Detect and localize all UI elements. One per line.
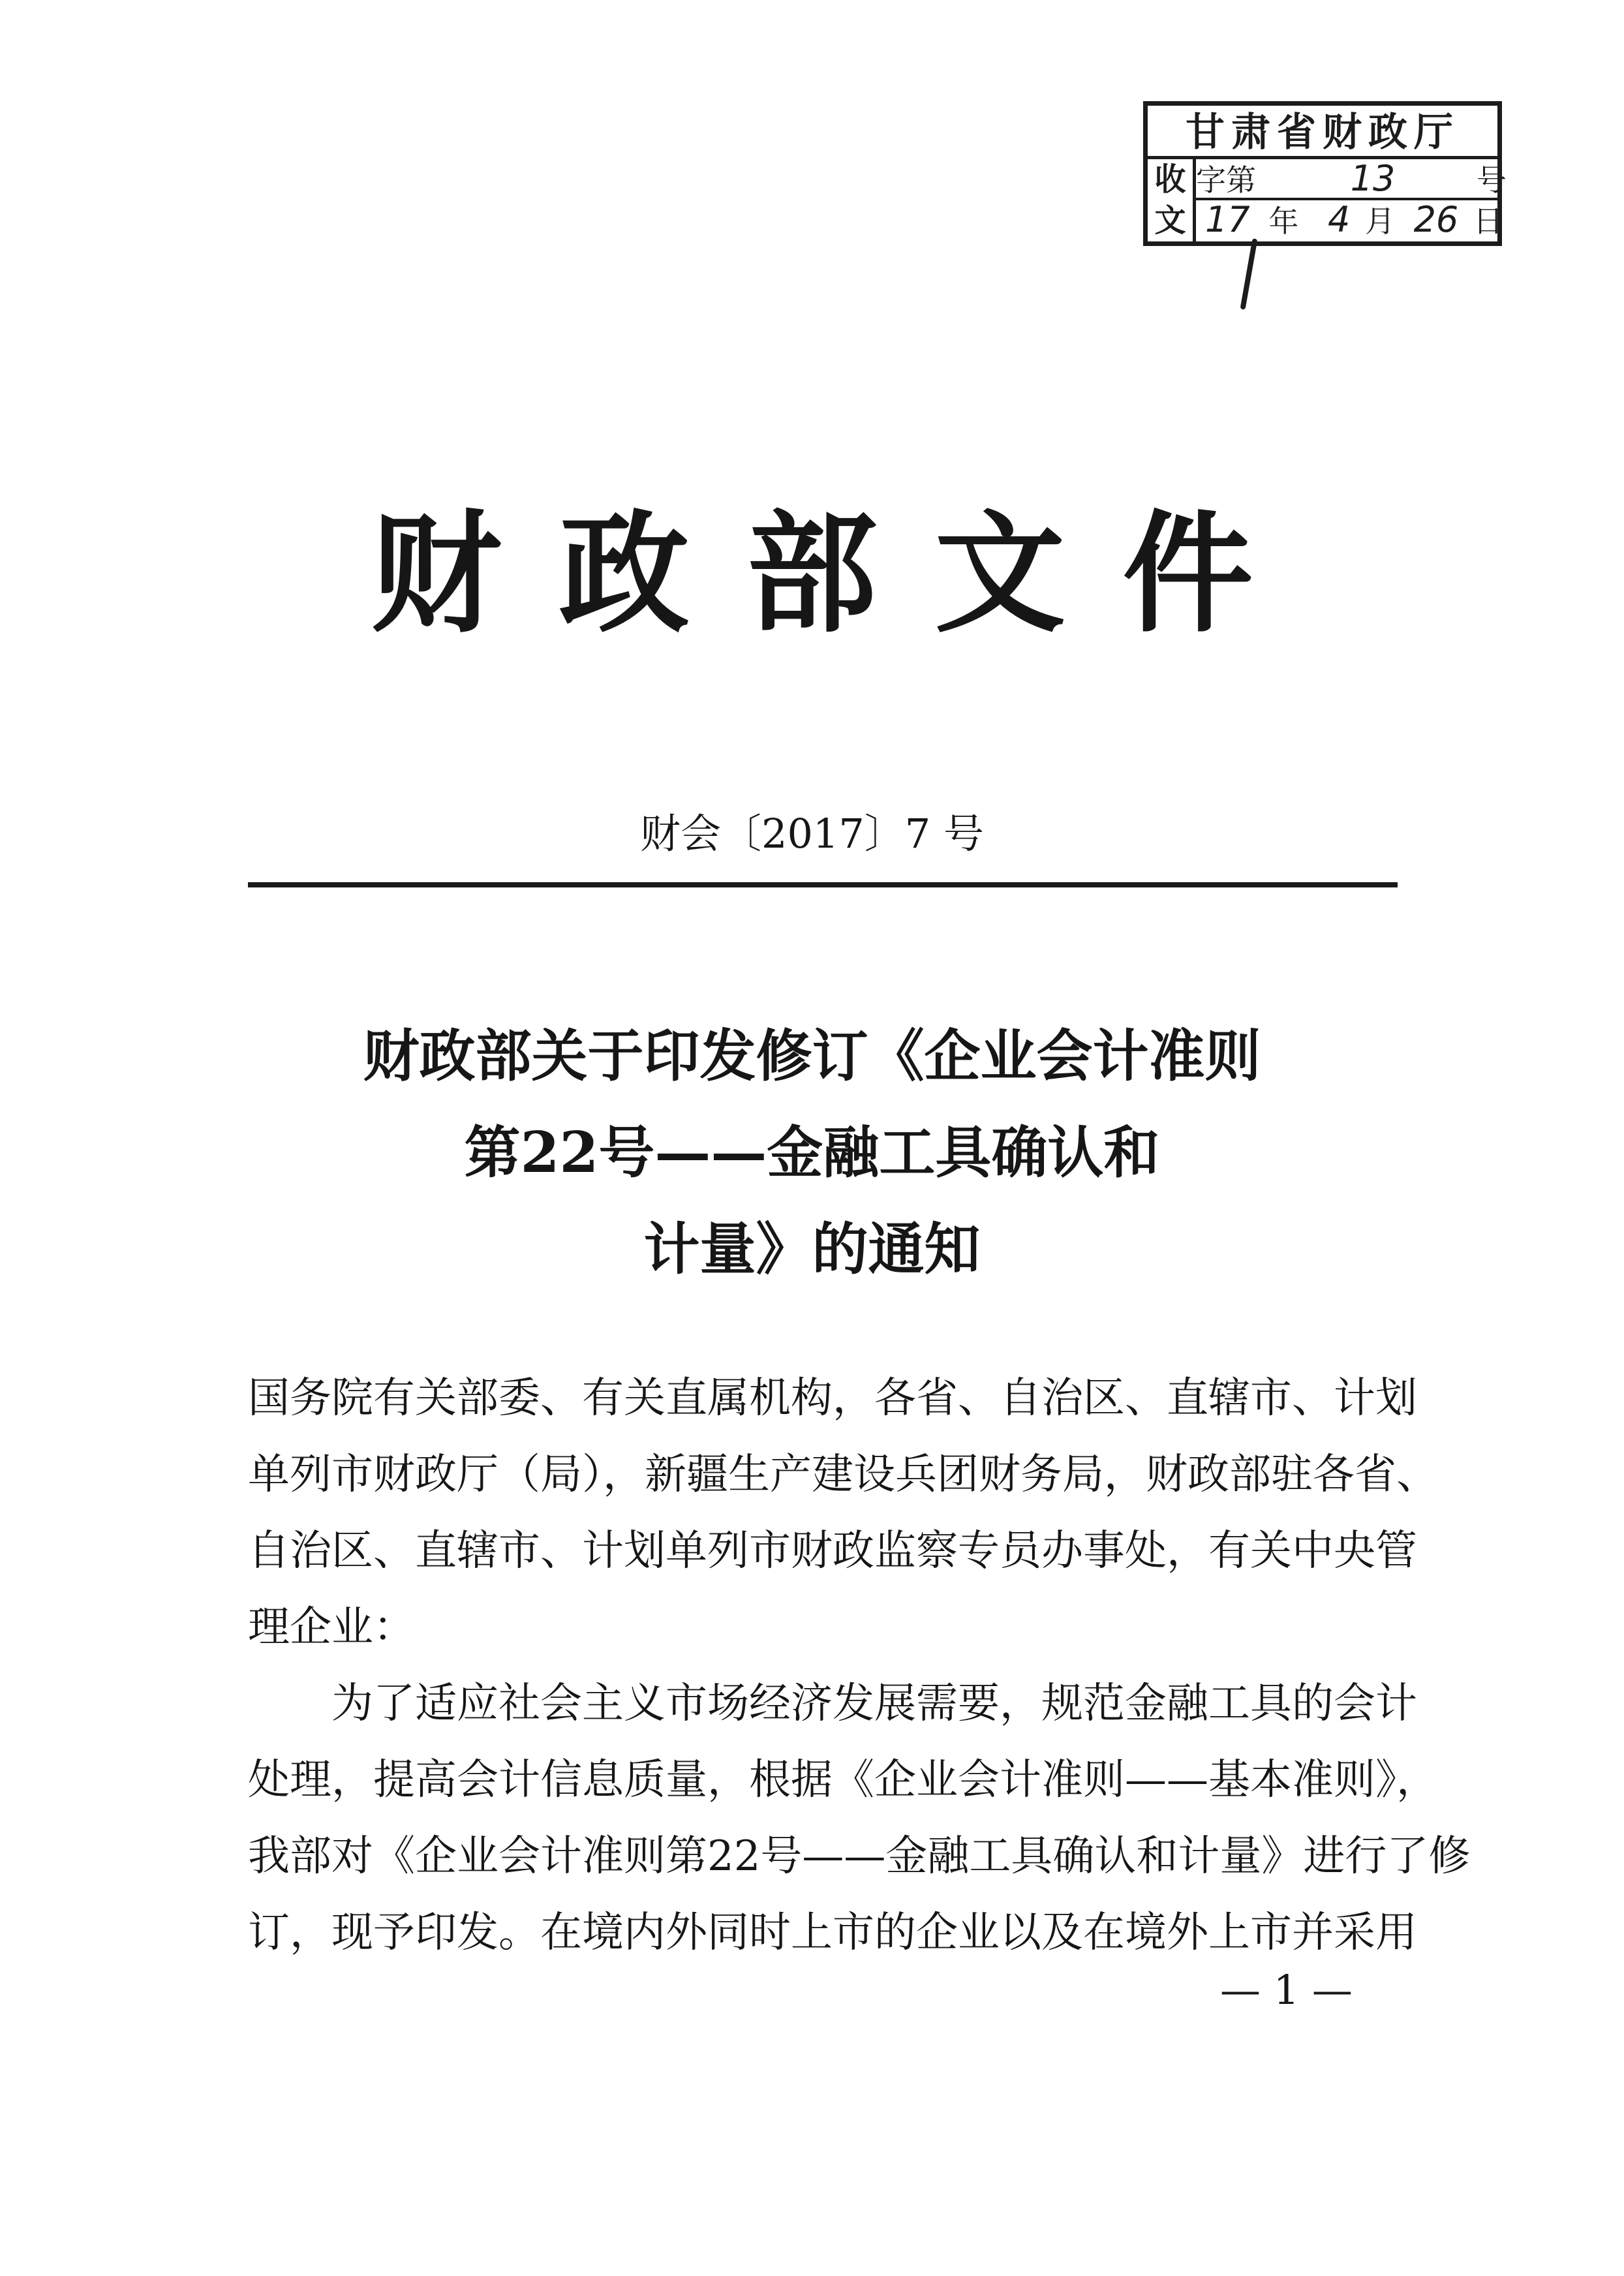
stamp-date-year: 17 xyxy=(1205,199,1250,240)
document-number: 财会〔2017〕7 号 xyxy=(640,810,984,857)
stamp-date-month-label: 月 xyxy=(1364,204,1395,239)
title-line-2: 第22号——金融工具确认和 xyxy=(464,1120,1160,1186)
stamp-title: 甘肃省财政厅 xyxy=(1148,106,1497,159)
stamp-side-top: 收 xyxy=(1154,161,1186,198)
stamp-date-month: 4 xyxy=(1327,199,1351,240)
header-divider xyxy=(248,882,1398,887)
body-line: 订，现予印发。在境内外同时上市的企业以及在境外上市并采用 xyxy=(248,1909,1417,1957)
stamp-date-row xyxy=(1196,199,1503,241)
stamp-number-prefix: 字第 xyxy=(1196,162,1256,198)
document-title xyxy=(0,1008,1624,1298)
document-body xyxy=(248,1361,1471,1971)
stamp-side-label xyxy=(1148,159,1196,241)
handwritten-tick-mark xyxy=(1240,238,1258,310)
issuer-heading: 财政部文件 xyxy=(371,497,1311,651)
body-line: 为了适应社会主义市场经济发展需要，规范金融工具的会计 xyxy=(331,1680,1417,1728)
stamp-date-day-label: 日 xyxy=(1473,204,1503,239)
title-line-1: 财政部关于印发修订《企业会计准则 xyxy=(363,1023,1261,1089)
stamp-number-row xyxy=(1196,158,1507,200)
body-line: 理企业： xyxy=(248,1603,415,1652)
stamp-number-value: 13 xyxy=(1350,158,1396,199)
page-number: — 1 — xyxy=(1220,1966,1353,2014)
stamp-number-suffix: 号 xyxy=(1476,162,1507,198)
body-line: 我部对《企业会计准则第22号——金融工具确认和计量》进行了修 xyxy=(248,1832,1471,1881)
receipt-stamp xyxy=(1143,101,1507,246)
stamp-date-year-label: 年 xyxy=(1268,204,1299,239)
body-line: 单列市财政厅（局），新疆生产建设兵团财务局，财政部驻各省、 xyxy=(248,1451,1438,1499)
body-line: 自治区、直辖市、计划单列市财政监察专员办事处，有关中央管 xyxy=(248,1527,1417,1575)
title-line-3: 计量》的通知 xyxy=(643,1216,981,1282)
stamp-date-day: 26 xyxy=(1413,199,1459,240)
stamp-side-bottom: 文 xyxy=(1154,202,1186,239)
body-line: 国务院有关部委、有关直属机构，各省、自治区、直辖市、计划 xyxy=(248,1374,1417,1422)
body-line: 处理，提高会计信息质量，根据《企业会计准则——基本准则》， xyxy=(248,1756,1438,1804)
